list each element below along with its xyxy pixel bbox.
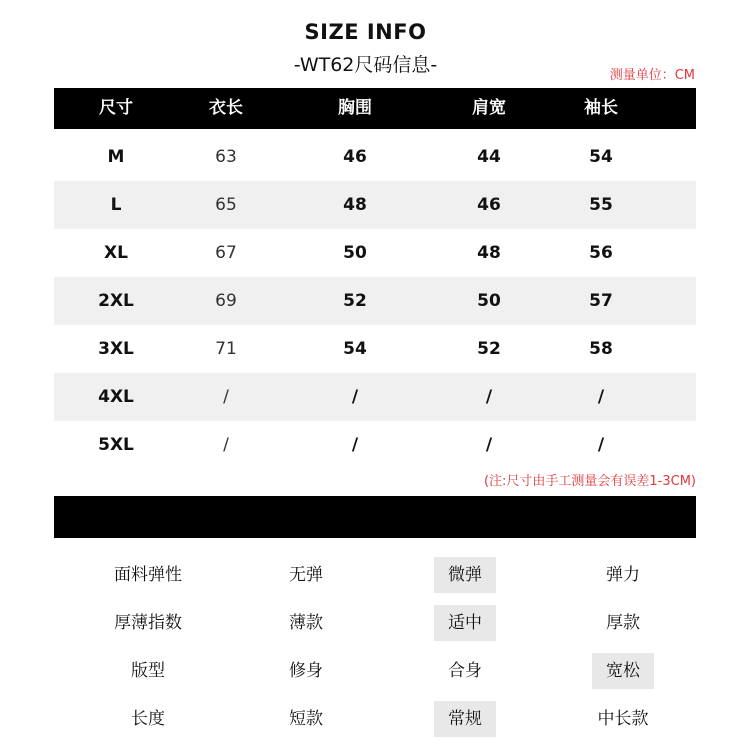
chest-cell: / bbox=[351, 435, 359, 455]
measurement-unit-note: 测量单位：CM bbox=[609, 68, 695, 83]
length-cell: / bbox=[223, 387, 229, 407]
table-row bbox=[54, 133, 696, 181]
chest-cell: 54 bbox=[343, 339, 367, 359]
shoulder-cell: 44 bbox=[477, 147, 501, 167]
measurement-error-note: (注:尺寸由手工测量会有误差1-3CM) bbox=[483, 474, 696, 489]
attribute-option-selected: 常规 bbox=[434, 701, 496, 737]
size-cell: XL bbox=[104, 243, 128, 263]
sleeve-cell: / bbox=[597, 435, 605, 455]
sleeve-cell: / bbox=[597, 387, 605, 407]
size-table-header bbox=[54, 88, 696, 129]
header-shoulder: 肩宽 bbox=[472, 98, 506, 118]
attribute-row-fit bbox=[54, 650, 696, 698]
table-row bbox=[54, 421, 696, 469]
header-length: 衣长 bbox=[209, 98, 243, 118]
shoulder-cell: / bbox=[485, 435, 493, 455]
shoulder-cell: / bbox=[485, 387, 493, 407]
table-row bbox=[54, 325, 696, 373]
size-cell: 2XL bbox=[98, 291, 134, 311]
size-table-body bbox=[54, 133, 696, 469]
attribute-option-selected: 微弹 bbox=[434, 557, 496, 593]
attribute-option: 厚款 bbox=[606, 613, 640, 633]
sleeve-cell: 58 bbox=[589, 339, 613, 359]
size-info-title: SIZE INFO bbox=[304, 20, 427, 44]
attribute-row-thickness bbox=[54, 602, 696, 650]
length-cell: / bbox=[223, 435, 229, 455]
sleeve-cell: 56 bbox=[589, 243, 613, 263]
length-cell: 69 bbox=[215, 291, 237, 311]
table-row bbox=[54, 277, 696, 325]
size-cell: L bbox=[110, 195, 122, 215]
chest-cell: 52 bbox=[343, 291, 367, 311]
attribute-option-selected: 适中 bbox=[434, 605, 496, 641]
attribute-option: 薄款 bbox=[289, 613, 323, 633]
shoulder-cell: 48 bbox=[477, 243, 501, 263]
sleeve-cell: 57 bbox=[589, 291, 613, 311]
attribute-option-selected: 宽松 bbox=[592, 653, 654, 689]
shoulder-cell: 52 bbox=[477, 339, 501, 359]
length-cell: 67 bbox=[215, 243, 237, 263]
length-cell: 65 bbox=[215, 195, 237, 215]
attribute-label: 长度 bbox=[131, 709, 165, 729]
shoulder-cell: 46 bbox=[477, 195, 501, 215]
section-divider-bar bbox=[54, 496, 696, 538]
attribute-row-length bbox=[54, 698, 696, 746]
attribute-option: 中长款 bbox=[597, 709, 649, 729]
sleeve-cell: 54 bbox=[589, 147, 613, 167]
size-cell: 3XL bbox=[98, 339, 134, 359]
sleeve-cell: 55 bbox=[589, 195, 613, 215]
header-size: 尺寸 bbox=[99, 98, 133, 118]
attribute-label: 面料弹性 bbox=[114, 565, 182, 585]
table-row bbox=[54, 229, 696, 277]
shoulder-cell: 50 bbox=[477, 291, 501, 311]
attribute-table bbox=[54, 554, 696, 746]
size-cell: 4XL bbox=[98, 387, 134, 407]
attribute-row-elasticity bbox=[54, 554, 696, 602]
attribute-option: 短款 bbox=[289, 709, 323, 729]
header-sleeve: 袖长 bbox=[584, 98, 618, 118]
chest-cell: 48 bbox=[343, 195, 367, 215]
attribute-label: 版型 bbox=[131, 661, 165, 681]
size-cell: 5XL bbox=[98, 435, 134, 455]
attribute-option: 修身 bbox=[289, 661, 323, 681]
length-cell: 71 bbox=[215, 339, 237, 359]
table-row bbox=[54, 373, 696, 421]
size-cell: M bbox=[107, 147, 125, 167]
chest-cell: 46 bbox=[343, 147, 367, 167]
chest-cell: 50 bbox=[343, 243, 367, 263]
attribute-option: 无弹 bbox=[289, 565, 323, 585]
attribute-label: 厚薄指数 bbox=[114, 613, 182, 633]
size-info-subtitle: -WT62尺码信息- bbox=[293, 54, 438, 76]
chest-cell: / bbox=[351, 387, 359, 407]
header-chest: 胸围 bbox=[338, 98, 372, 118]
attribute-option: 弹力 bbox=[606, 565, 640, 585]
table-row bbox=[54, 181, 696, 229]
attribute-option: 合身 bbox=[448, 661, 482, 681]
length-cell: 63 bbox=[215, 147, 237, 167]
